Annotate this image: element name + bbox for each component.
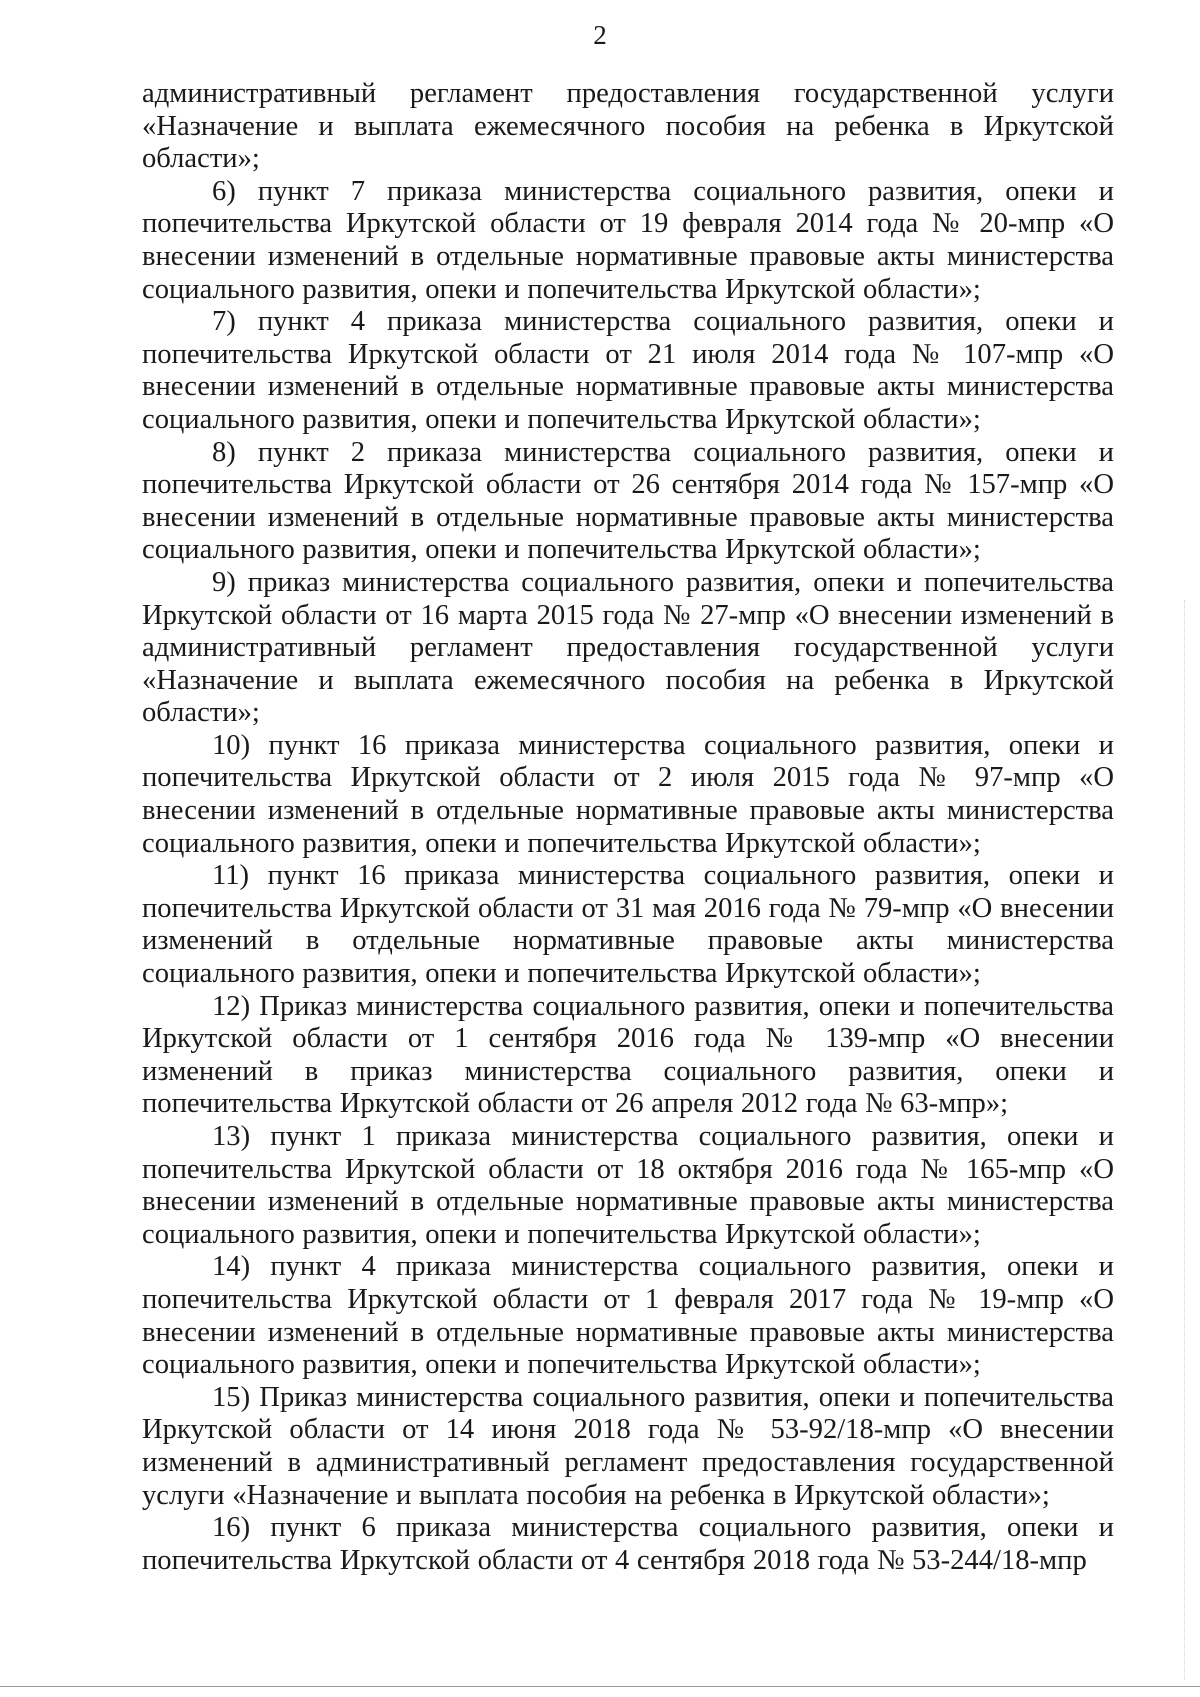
list-item-9: 9) приказ министерства социального развития, опеки и попечительства Иркутской области от 16 марта 2015 года № 27-мпр «О внесении изменений в административный регламент предоставления государственной услуги «Назначение и выплата ежемесячного пособия на ребенка в Иркутской области»;: [142, 566, 1114, 729]
scan-bottom-edge: [0, 1686, 1200, 1687]
paragraph-continuation: административный регламент предоставления государственной услуги «Назначение и выплата ежемесячного пособия на ребенка в Иркутской области»;: [142, 78, 1114, 175]
list-item-13: 13) пункт 1 приказа министерства социального развития, опеки и попечительства Иркутской области от 18 октября 2016 года № 165-мпр «О внесении изменений в отдельные нормативные правовые акты министерства социального развития, опеки и попечительства Иркутской области»;: [142, 1121, 1114, 1250]
list-item-7: 7) пункт 4 приказа министерства социального развития, опеки и попечительства Иркутской области от 21 июля 2014 года № 107-мпр «О внесении изменений в отдельные нормативные правовые акты министерства социального развития, опеки и попечительства Иркутской области»;: [142, 306, 1114, 435]
list-item-6: 6) пункт 7 приказа министерства социального развития, опеки и попечительства Иркутской области от 19 февраля 2014 года № 20-мпр «О внесении изменений в отдельные нормативные правовые акты министерства социального развития, опеки и попечительства Иркутской области»;: [142, 175, 1114, 305]
list-item-15: 15) Приказ министерства социального развития, опеки и попечительства Иркутской области от 14 июня 2018 года № 53-92/18-мпр «О внесении изменений в административный регламент предоставления государственной услуги «Назначение и выплата пособия на ребенка в Иркутской области»;: [142, 1381, 1114, 1511]
list-item-14: 14) пункт 4 приказа министерства социального развития, опеки и попечительства Иркутской области от 1 февраля 2017 года № 19-мпр «О внесении изменений в отдельные нормативные правовые акты министерства социального развития, опеки и попечительства Иркутской области»;: [142, 1251, 1114, 1381]
list-item-16: 16) пункт 6 приказа министерства социального развития, опеки и попечительства Иркутской области от 4 сентября 2018 года № 53-244/18-мпр: [142, 1512, 1114, 1576]
page-number: 2: [593, 20, 607, 50]
list-item-8: 8) пункт 2 приказа министерства социального развития, опеки и попечительства Иркутской области от 26 сентября 2014 года № 157-мпр «О внесении изменений в отдельные нормативные правовые акты министерства социального развития, опеки и попечительства Иркутской области»;: [142, 436, 1114, 566]
document-body: [142, 78, 1114, 1577]
scan-edge-line: [1184, 600, 1185, 1680]
list-item-11: 11) пункт 16 приказа министерства социального развития, опеки и попечительства Иркутской области от 31 мая 2016 года № 79-мпр «О внесении изменений в отдельные нормативные правовые акты министерства социального развития, опеки и попечительства Иркутской области»;: [142, 860, 1114, 990]
list-item-10: 10) пункт 16 приказа министерства социального развития, опеки и попечительства Иркутской области от 2 июля 2015 года № 97-мпр «О внесении изменений в отдельные нормативные правовые акты министерства социального развития, опеки и попечительства Иркутской области»;: [142, 729, 1114, 859]
list-item-12: 12) Приказ министерства социального развития, опеки и попечительства Иркутской области от 1 сентября 2016 года № 139-мпр «О внесении изменений в приказ министерства социального развития, опеки и попечительства Иркутской области от 26 апреля 2012 года № 63-мпр»;: [142, 990, 1114, 1120]
